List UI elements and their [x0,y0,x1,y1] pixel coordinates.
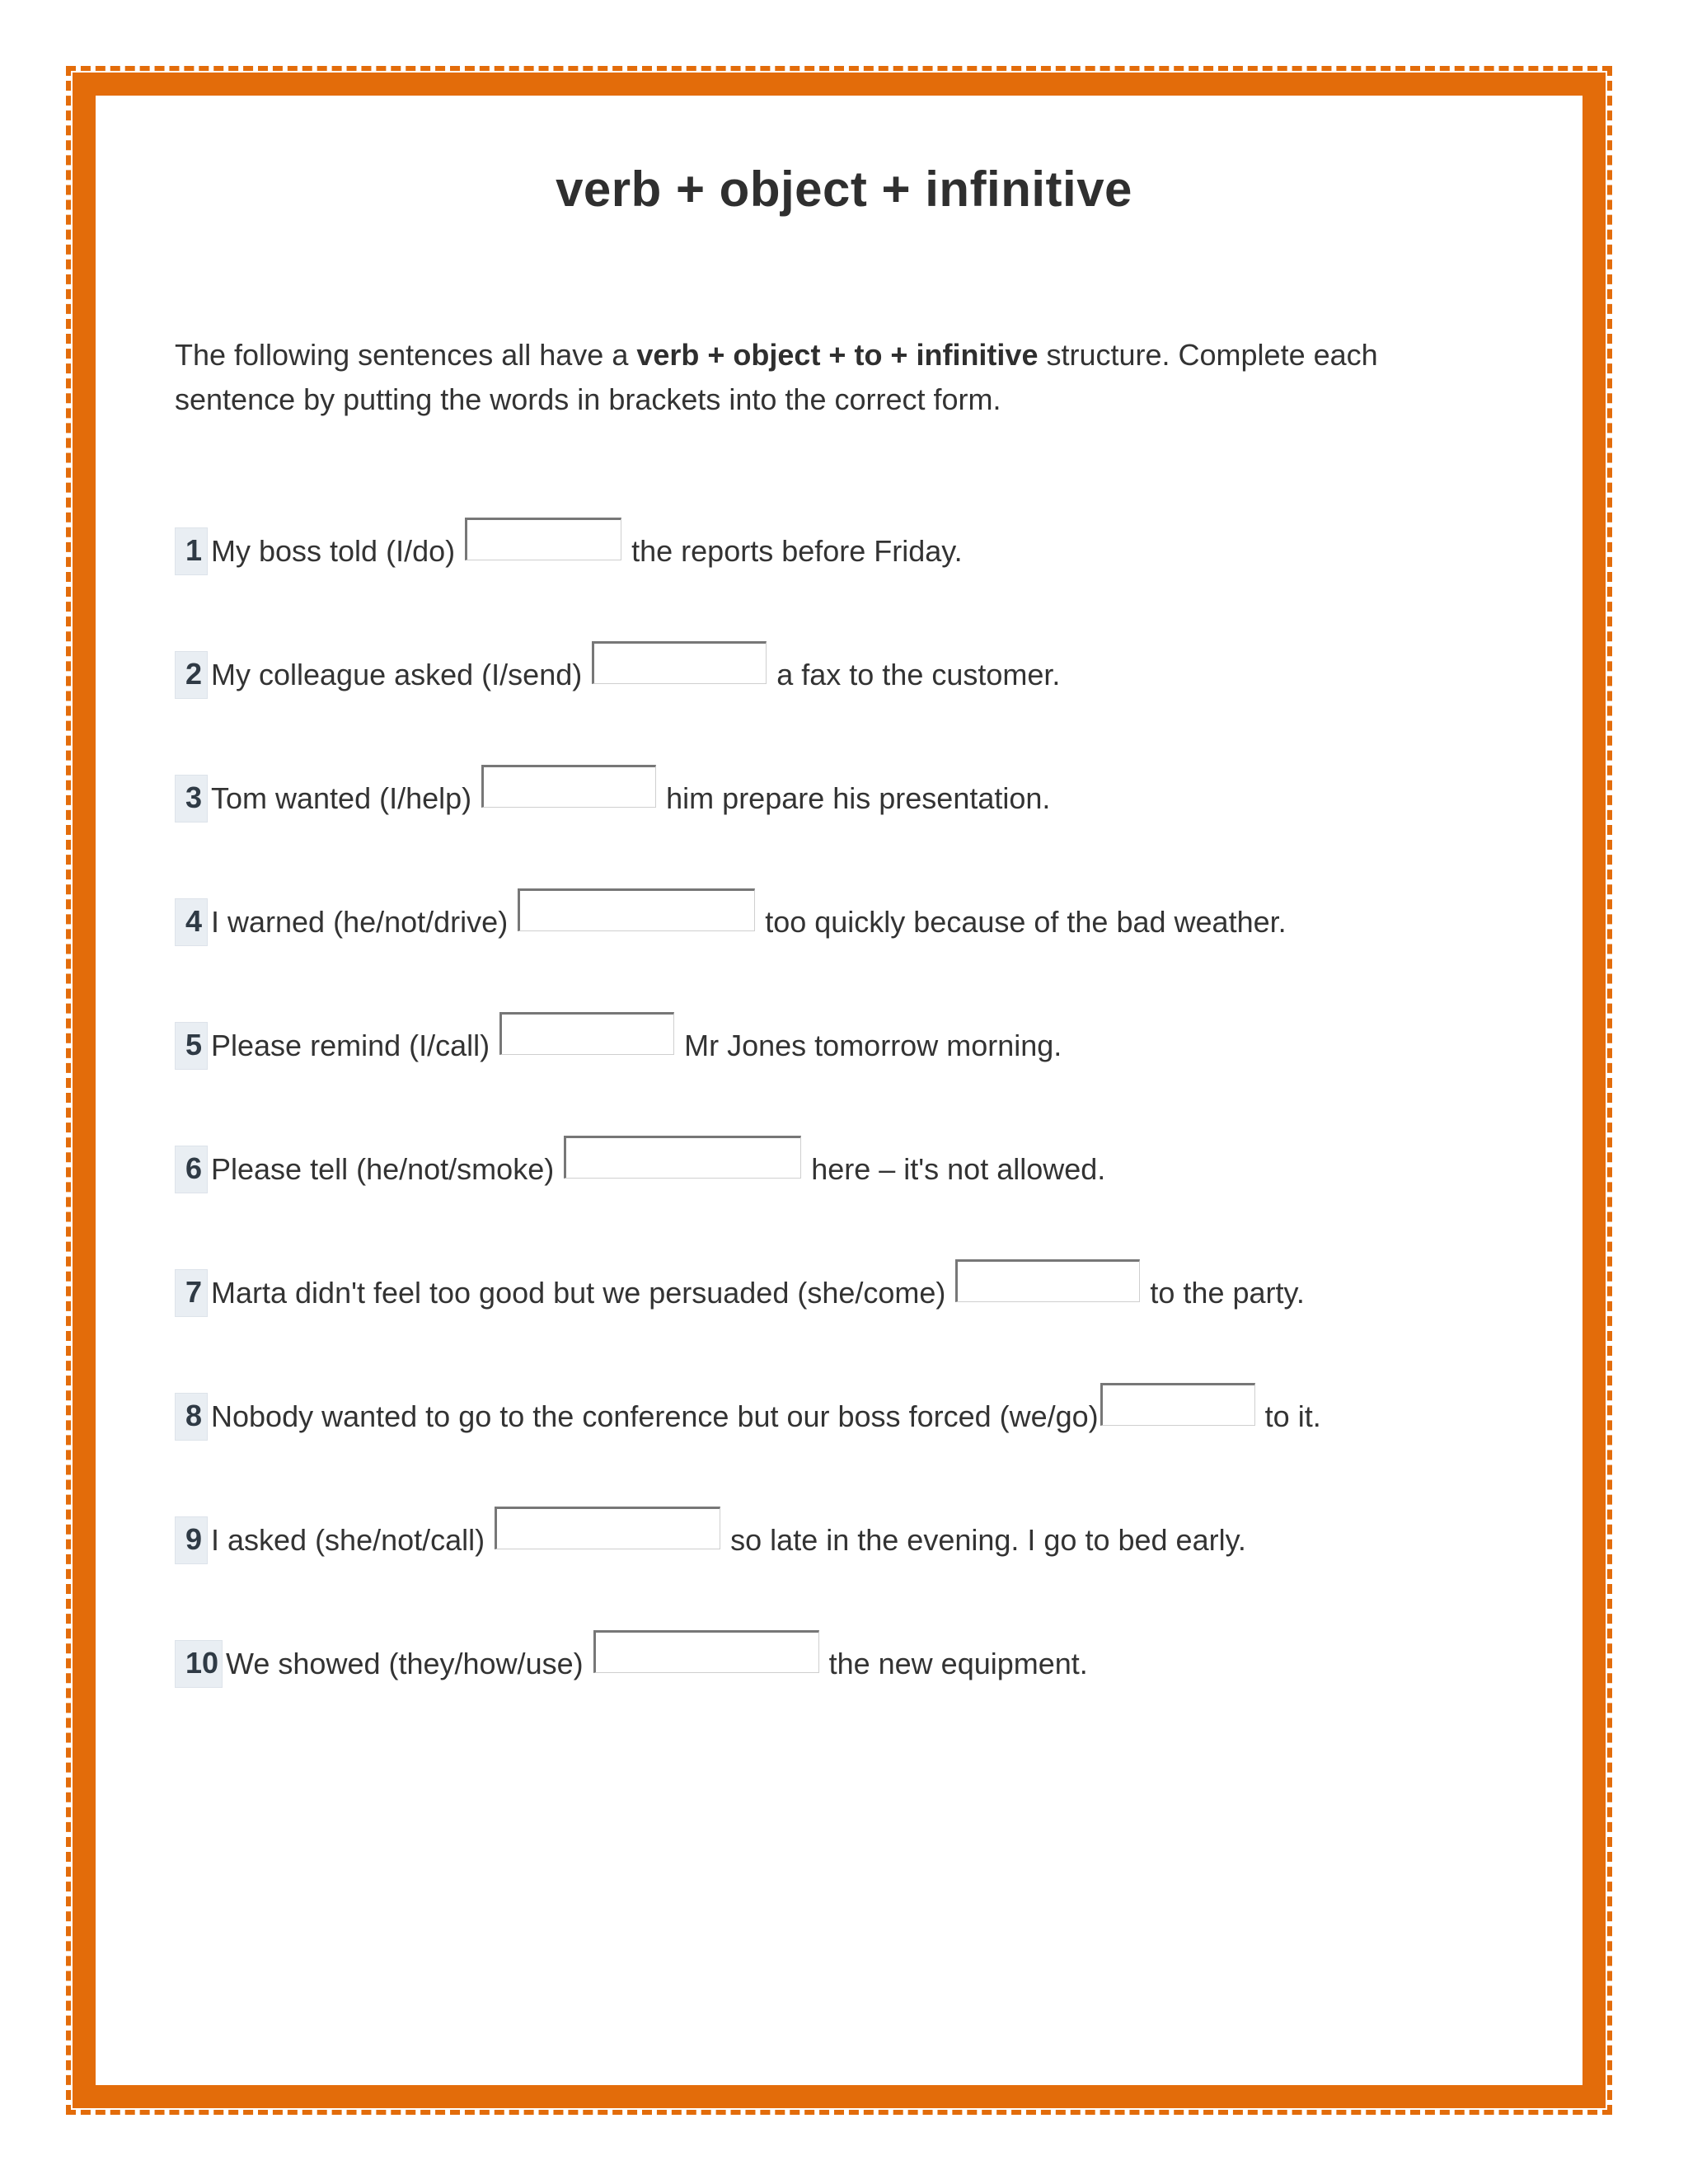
instructions-text-end: structure. Complete each sentence by putting the words in brackets into the correct form. [175,338,1378,416]
question-9 [175,1507,1246,1564]
question-prompt: Please remind (I/call) [211,1029,490,1062]
question-10 [175,1630,1088,1688]
instructions-structure: verb + object + to + infinitive [636,338,1039,372]
question-ending: the new equipment. [828,1647,1088,1680]
question-prompt: Tom wanted (I/help) [211,781,472,815]
question-number: 7 [175,1269,208,1317]
answer-input-1[interactable] [465,518,621,560]
question-prompt: My colleague asked (I/send) [211,658,583,691]
question-prompt: Please tell (he/not/smoke) [211,1152,555,1186]
question-3 [175,765,1050,823]
answer-input-5[interactable] [499,1012,674,1055]
question-number: 4 [175,898,208,946]
question-number: 3 [175,775,208,823]
question-prompt: I asked (she/not/call) [211,1523,485,1557]
question-prompt: My boss told (I/do) [211,534,456,568]
question-6 [175,1136,1105,1193]
answer-input-8[interactable] [1100,1383,1255,1426]
question-number: 8 [175,1393,208,1441]
question-ending: a fax to the customer. [776,658,1061,691]
answer-input-3[interactable] [481,765,656,808]
question-prompt: Marta didn't feel too good but we persuaded (she/come) [211,1276,946,1310]
question-prompt: We showed (they/how/use) [226,1647,584,1680]
question-2 [175,641,1060,699]
answer-input-2[interactable] [592,641,767,684]
question-ending: here – it's not allowed. [811,1152,1106,1186]
question-ending: to it. [1264,1399,1321,1433]
question-number: 2 [175,651,208,699]
question-5 [175,1012,1062,1070]
question-number: 10 [175,1640,223,1688]
answer-input-9[interactable] [495,1507,720,1549]
question-4 [175,888,1287,946]
answer-input-7[interactable] [955,1259,1140,1302]
question-ending: to the party. [1150,1276,1305,1310]
question-prompt: Nobody wanted to go to the conference but our boss forced (we/go) [211,1399,1099,1433]
page-title: verb + object + infinitive [556,162,1132,217]
question-ending: so late in the evening. I go to bed early. [730,1523,1246,1557]
question-ending: him prepare his presentation. [666,781,1051,815]
instructions [175,333,1493,422]
question-ending: Mr Jones tomorrow morning. [684,1029,1062,1062]
question-number: 6 [175,1146,208,1193]
answer-input-10[interactable] [593,1630,819,1673]
question-number: 5 [175,1022,208,1070]
question-ending: the reports before Friday. [631,534,963,568]
question-number: 9 [175,1516,208,1564]
answer-input-4[interactable] [518,888,755,931]
question-number: 1 [175,527,208,575]
answer-input-6[interactable] [564,1136,801,1179]
question-prompt: I warned (he/not/drive) [211,905,509,939]
instructions-text-start: The following sentences all have a [175,338,637,372]
question-8 [175,1383,1321,1441]
question-1 [175,518,963,575]
question-ending: too quickly because of the bad weather. [765,905,1287,939]
question-7 [175,1259,1305,1317]
